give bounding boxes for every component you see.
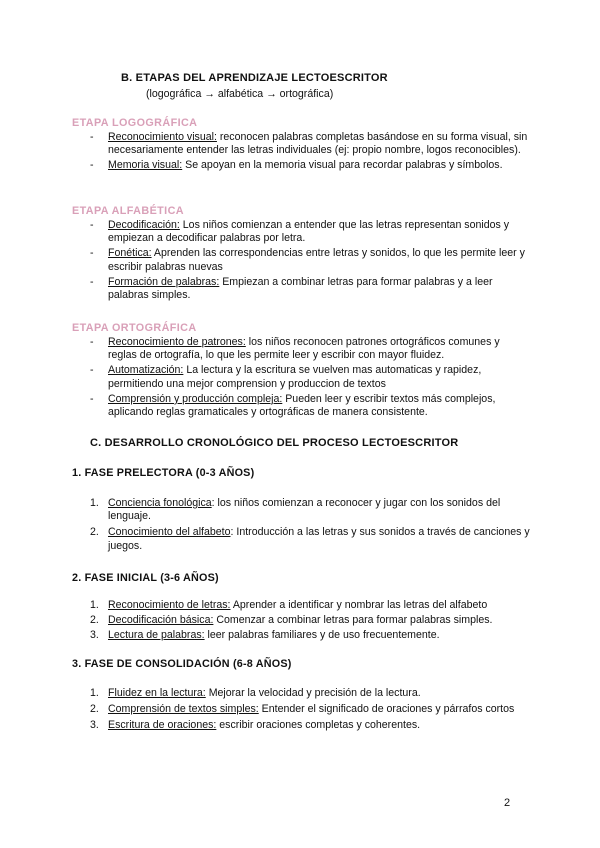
list-item: 1. Fluidez en la lectura: Mejorar la velocidad y precisión de la lectura.	[90, 687, 421, 699]
item-term: Automatización:	[108, 364, 184, 377]
item-text: escribir oraciones completas y coherentes.	[216, 719, 421, 732]
item-term: Escritura de oraciones:	[108, 719, 217, 732]
stage-ortografica-title: ETAPA ORTOGRÁFICA	[72, 322, 197, 334]
item-term: Reconocimiento de patrones:	[108, 336, 246, 348]
item-term: Reconocimiento de letras:	[108, 599, 231, 611]
item-text: Empiezan a combinar letras para formar palabras y a leer palabras simples.	[108, 275, 493, 302]
list-item: - Automatización: La lectura y la escritura se vuelven mas automaticas y rapidez, permitiendo una mejor comprension y produccion de textos	[90, 364, 482, 390]
stage-logografica-list	[90, 131, 530, 175]
item-text: los niños reconocen patrones ortográficos comunes y reglas de ortografía, lo que les permite leer y escribir con mayor fluidez.	[108, 336, 500, 362]
phase-3-title: 3. FASE DE CONSOLIDACIÓN (6-8 AÑOS)	[72, 658, 292, 670]
page-number: 2	[504, 797, 511, 809]
stage-alfabetica-title: ETAPA ALFABÉTICA	[72, 205, 184, 217]
item-text: Pueden leer y escribir textos más complejos, aplicando reglas gramaticales y ortográficas de manera consistente.	[108, 392, 496, 419]
phase-2-list	[90, 599, 530, 646]
item-text: Los niños comienzan a entender que las letras representan sonidos y empiezan a decodificar palabras por letra.	[108, 219, 510, 245]
item-text: Mejorar la velocidad y precisión de la lectura.	[205, 687, 421, 699]
phase-1-title: 1. FASE PRELECTORA (0-3 AÑOS)	[72, 467, 255, 479]
item-text: reconocen palabras completas basándose en su forma visual, sin necesariamente entender las letras individuales (ej: propio nombre, logos reconocibles).	[108, 131, 528, 157]
item-text: leer palabras familiares y de uso frecuentemente.	[204, 629, 440, 642]
list-item: - Memoria visual: Se apoyan en la memoria visual para recordar palabras y símbolos.	[90, 159, 503, 172]
section-c-heading: C. DESARROLLO CRONOLÓGICO DEL PROCESO LECTOESCRITOR	[90, 437, 459, 449]
list-item: - Decodificación: Los niños comienzan a entender que las letras representan sonidos y empiezan a decodificar palabras por letra.	[90, 219, 510, 245]
item-text: La lectura y la escritura se vuelven mas automaticas y rapidez, permitiendo una mejor comprension y produccion de textos	[108, 364, 482, 390]
list-item: 1. Reconocimiento de letras: Aprender a identificar y nombrar las letras del alfabeto	[90, 599, 488, 611]
phase-2-title: 2. FASE INICIAL (3-6 AÑOS)	[72, 572, 219, 584]
item-term: Fluidez en la lectura:	[108, 687, 206, 699]
list-item: - Formación de palabras: Empiezan a combinar letras para formar palabras y a leer palabras simples.	[90, 275, 493, 302]
phase-3-list	[90, 687, 530, 736]
list-item: - Reconocimiento visual: reconocen palabras completas basándose en su forma visual, sin necesariamente entender las letras individuales (ej: propio nombre, logos reconocibles).	[90, 131, 528, 157]
item-term: Fonética:	[108, 247, 152, 260]
list-item: - Reconocimiento de patrones: los niños reconocen patrones ortográficos comunes y reglas de ortografía, lo que les permite leer y escribir con mayor fluidez.	[90, 336, 500, 362]
item-term: Comprensión y producción compleja:	[108, 392, 283, 405]
section-b-subtitle: (logográfica → alfabética → ortográfica)	[146, 88, 334, 100]
list-item: 3. Escritura de oraciones: escribir oraciones completas y coherentes.	[90, 719, 421, 732]
item-text: Comenzar a combinar letras para formar palabras simples.	[213, 614, 493, 627]
stage-logografica-title: ETAPA LOGOGRÁFICA	[72, 117, 198, 129]
list-item: 2. Comprensión de textos simples: Entender el significado de oraciones y párrafos cortos	[90, 703, 515, 716]
item-term: Conocimiento del alfabeto	[108, 526, 231, 539]
list-item: - Comprensión y producción compleja: Pueden leer y escribir textos más complejos, aplicando reglas gramaticales y ortográficas de manera consistente.	[90, 392, 496, 419]
item-text: : Introducción a las letras y sus sonidos a través de canciones y juegos.	[108, 526, 530, 552]
item-term: Formación de palabras:	[108, 275, 220, 288]
item-term: Conciencia fonológica	[108, 497, 212, 509]
item-text: Se apoyan en la memoria visual para recordar palabras y símbolos.	[182, 159, 503, 172]
item-term: Decodificación básica:	[108, 614, 214, 627]
item-text: Aprenden las correspondencias entre letras y sonidos, lo que les permite leer y escribir palabras nuevas	[108, 247, 525, 273]
list-item: 3. Lectura de palabras: leer palabras familiares y de uso frecuentemente.	[90, 629, 440, 642]
item-text: : los niños comienzan a reconocer y jugar con los sonidos del lenguaje.	[108, 497, 501, 523]
list-item: 1. Conciencia fonológica: los niños comienzan a reconocer y jugar con los sonidos del lenguaje.	[90, 497, 501, 523]
phase-1-list	[90, 497, 530, 556]
item-term: Reconocimiento visual:	[108, 131, 217, 143]
section-b-heading: B. ETAPAS DEL APRENDIZAJE LECTOESCRITOR	[121, 72, 388, 84]
item-term: Lectura de palabras:	[108, 629, 205, 642]
item-text: Aprender a identificar y nombrar las letras del alfabeto	[230, 599, 488, 611]
item-term: Comprensión de textos simples:	[108, 703, 259, 716]
stage-ortografica-list	[90, 336, 530, 421]
list-item: 2. Conocimiento del alfabeto: Introducción a las letras y sus sonidos a través de canciones y juegos.	[90, 526, 530, 552]
item-text: Entender el significado de oraciones y párrafos cortos	[258, 703, 515, 716]
item-term: Decodificación:	[108, 219, 180, 231]
item-term: Memoria visual:	[108, 159, 183, 172]
list-item: - Fonética: Aprenden las correspondencias entre letras y sonidos, lo que les permite leer y escribir palabras nuevas	[90, 247, 525, 273]
list-item: 2. Decodificación básica: Comenzar a combinar letras para formar palabras simples.	[90, 614, 493, 627]
stage-alfabetica-list	[90, 219, 530, 304]
